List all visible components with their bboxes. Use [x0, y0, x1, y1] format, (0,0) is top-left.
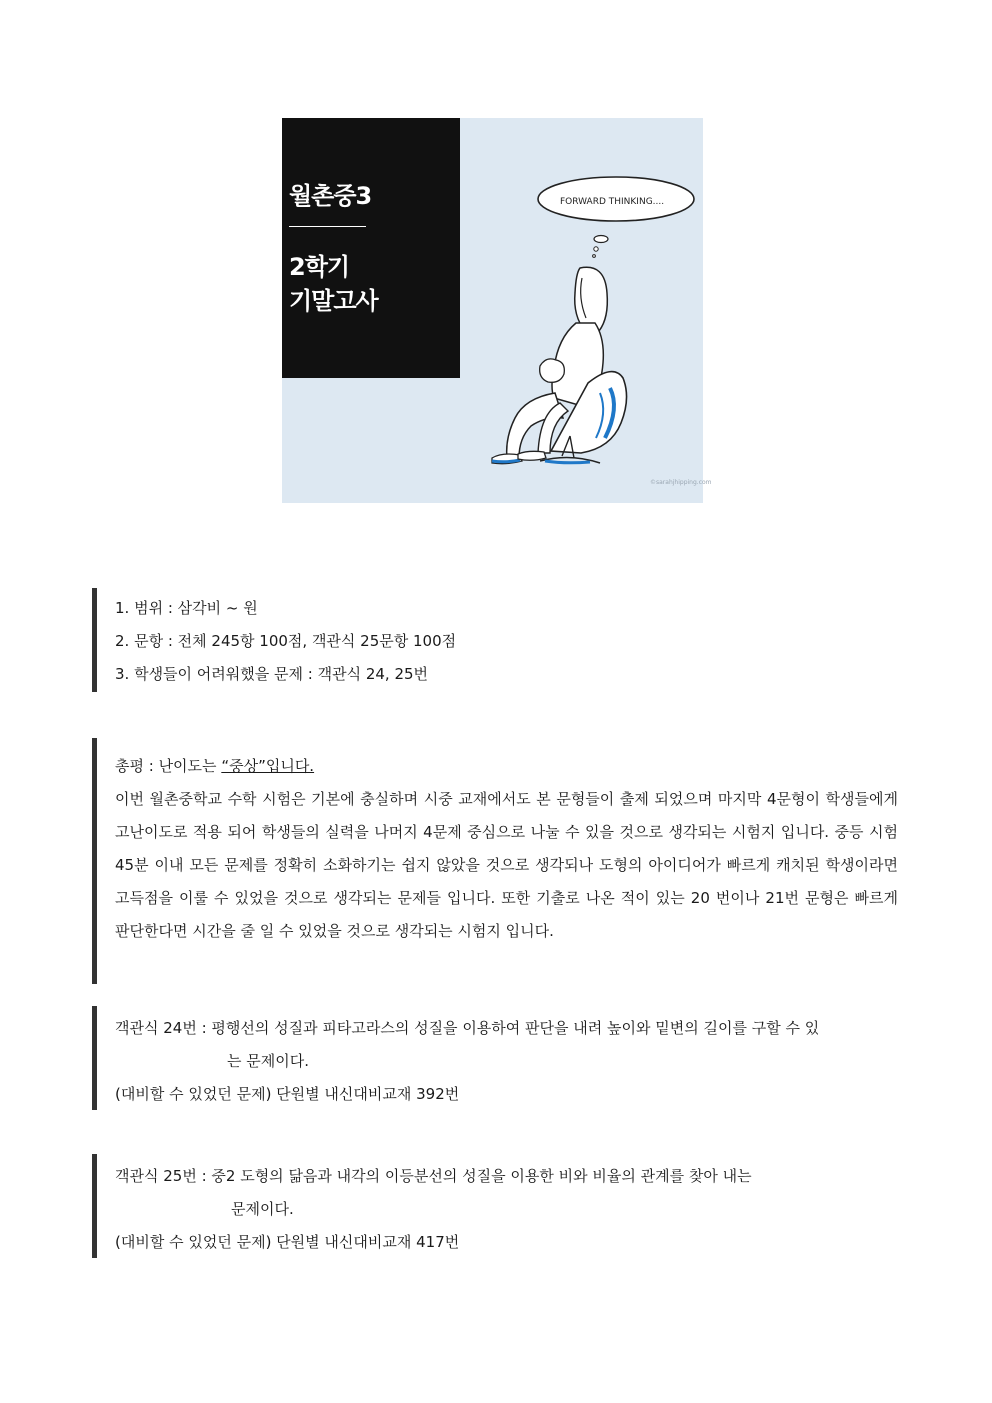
summary-difficult-questions: 3. 학생들이 어려워했을 문제 : 객관식 24, 25번 [115, 665, 429, 683]
question-24-box [92, 1006, 898, 1110]
q25-prep-reference: (대비할 수 있었던 문제) 단원별 내신대비교재 417번 [115, 1233, 460, 1251]
q25-description: 객관식 25번 : 중2 도형의 닮음과 내각의 이등분선의 성질을 이용한 비와 비율의 관계를 찾아 내는 [115, 1167, 752, 1185]
cover-school-title: 월촌중3 [289, 182, 372, 210]
cover-divider [289, 226, 366, 227]
cover-title-panel [282, 118, 460, 378]
bubble-dot-medium [594, 247, 598, 251]
bubble-dot-small [593, 255, 596, 258]
bubble-text: FORWARD THINKING.... [560, 197, 665, 207]
review-body: 이번 월촌중학교 수학 시험은 기본에 충실하며 시중 교재에서도 본 문형들이 출제 되었으며 마지막 4문형이 학생들에게 고난이도로 적용 되어 학생들의 실력을 나머지 4문제 중심으로 나눌 수 있을 것으로 생각되는 시험지 입니다. 중등 시험 45분 이내 모든 문제를 정확히 소화하기는 쉽지 않았을 것으로 생각되나 도형의 아이디어가 빠르게 캐치된 학생이라면 고득점을 이룰 수 있었을 것으로 생각되는 문제들 입니다. 또한 기출로 나온 적이 있는 20 번이나 21번 문형은 빠르게 판단한다면 시간을 줄 일 수 있었을 것으로 생각되는 시험지 입니다. [115, 790, 898, 940]
review-difficulty: “중상”입니다. [221, 757, 315, 775]
q24-description: 객관식 24번 : 평행선의 성질과 피타고라스의 성질을 이용하여 판단을 내려 높이와 밑변의 길이를 구할 수 있 [115, 1019, 820, 1037]
review-prefix: 총평 : 난이도는 [115, 757, 222, 775]
summary-question-count: 2. 문항 : 전체 245항 100점, 객관식 25문항 100점 [115, 632, 457, 650]
artist-signature: ©sarahjhipping.com [650, 479, 712, 486]
exam-summary-box [92, 588, 905, 692]
q25-description-cont: 문제이다. [231, 1200, 294, 1218]
q24-description-cont: 는 문제이다. [227, 1052, 309, 1070]
bubble-dot-large [594, 236, 608, 243]
cover-exam-title [289, 250, 378, 318]
shoe-right [518, 451, 546, 460]
head [575, 267, 608, 331]
cover-term-line2: 기말고사 [289, 287, 378, 315]
review-heading [115, 750, 898, 783]
summary-range: 1. 범위 : 삼각비 ~ 원 [115, 599, 258, 617]
thinking-person-illustration [460, 118, 712, 503]
exam-review-box [92, 738, 898, 984]
cover-term-line1: 2학기 [289, 253, 350, 281]
question-25-box [92, 1154, 898, 1258]
q24-prep-reference: (대비할 수 있었던 문제) 단원별 내신대비교재 392번 [115, 1085, 460, 1103]
cat [540, 359, 565, 382]
cover-image [282, 118, 712, 503]
